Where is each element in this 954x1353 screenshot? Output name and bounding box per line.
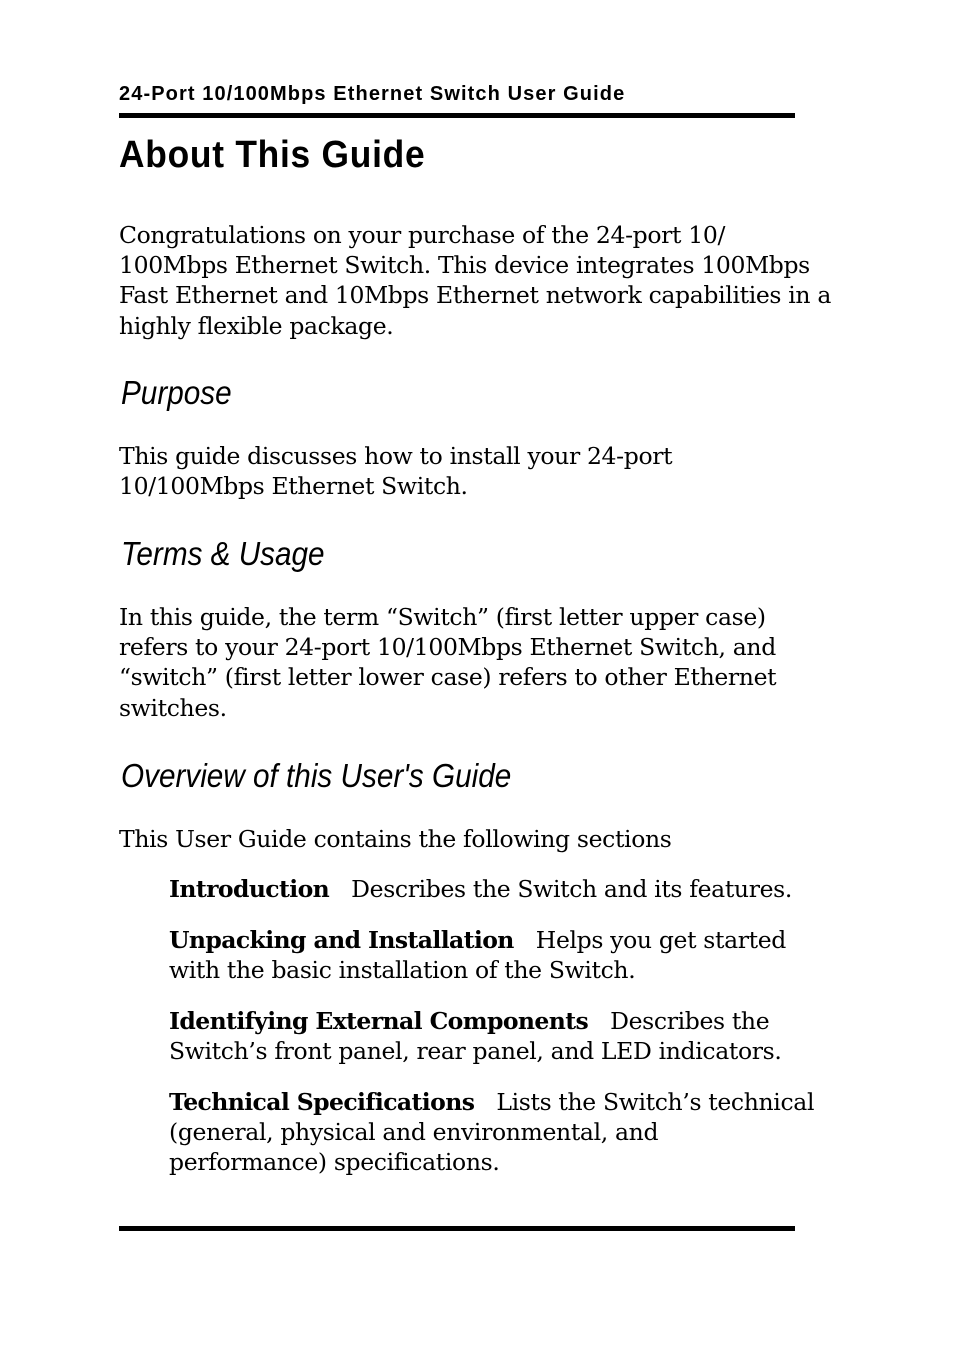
terms-heading: Terms & Usage [121, 535, 325, 572]
entry-description-line: with the basic installation of the Switch. [169, 956, 636, 985]
entry-description-line: (general, physical and environmental, and [169, 1118, 659, 1147]
header-rule [119, 113, 795, 118]
purpose-line: This guide discusses how to install your 24-port [119, 442, 673, 470]
section-entry-introduction [169, 874, 809, 904]
purpose-line: 10/100Mbps Ethernet Switch. [119, 472, 468, 501]
section-entry-technical-specifications [169, 1087, 815, 1178]
terms-line: switches. [119, 693, 227, 722]
terms-line: “switch” (first letter lower case) refers to other Ethernet [119, 663, 777, 692]
entry-term: Unpacking and Installation [169, 926, 514, 954]
purpose-paragraph [119, 441, 809, 501]
entry-first-line [169, 1006, 809, 1036]
intro-paragraph [119, 220, 831, 341]
intro-line: Congratulations on your purchase of the 24-port 10/ [119, 221, 726, 249]
running-header: 24-Port 10/100Mbps Ethernet Switch User Guide [119, 83, 626, 105]
page-title: About This Guide [119, 134, 426, 176]
entry-description: Describes the Switch and its features. [351, 875, 792, 903]
terms-line: refers to your 24-port 10/100Mbps Ethernet Switch, and [119, 633, 776, 662]
intro-line: highly flexible package. [119, 311, 394, 340]
footer-rule [119, 1226, 795, 1231]
overview-lead-line: This User Guide contains the following sections [119, 825, 672, 853]
purpose-heading: Purpose [121, 374, 232, 411]
entry-description-line: performance) specifications. [169, 1148, 500, 1177]
entry-first-line [169, 874, 809, 904]
entry-description: Describes the [610, 1007, 770, 1035]
overview-lead [119, 824, 809, 854]
intro-line: Fast Ethernet and 10Mbps Ethernet network capabilities in a [119, 281, 831, 310]
entry-description: Helps you get started [535, 926, 786, 954]
section-entry-external-components [169, 1006, 809, 1066]
terms-paragraph [119, 602, 809, 723]
terms-line: In this guide, the term “Switch” (first letter upper case) [119, 603, 766, 631]
entry-term: Identifying External Components [169, 1007, 589, 1035]
entry-term: Introduction [169, 875, 330, 903]
entry-description-line: Switch’s front panel, rear panel, and LED indicators. [169, 1037, 782, 1066]
entry-first-line [169, 925, 809, 955]
entry-first-line [169, 1087, 815, 1117]
section-entry-unpacking [169, 925, 809, 985]
entry-term: Technical Specifications [169, 1088, 475, 1116]
entry-description: Lists the Switch’s technical [496, 1088, 815, 1116]
intro-line: 100Mbps Ethernet Switch. This device integrates 100Mbps [119, 251, 810, 280]
overview-heading: Overview of this User's Guide [121, 757, 512, 794]
